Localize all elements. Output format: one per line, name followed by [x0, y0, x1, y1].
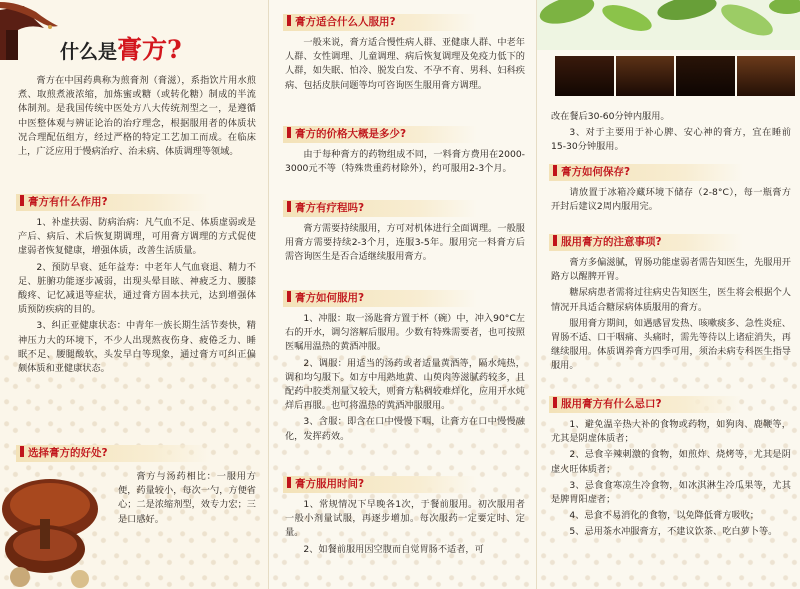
timing-item: 2、如餐前服用因空腹而自觉胃肠不适者，可 [303, 543, 484, 555]
course-paragraph: 膏方需要持续服用，方可对机体进行全面调理。一般服用膏方需要持续2-3个月，连服3-5年。服用完一料膏方后需咨询医生是否合适继续服用膏方。 [285, 223, 525, 263]
diet-taboo-item: 1、避免温辛热大补的食物或药物，如狗肉、鹿鞭等，尤其是阴虚体质者； [551, 419, 791, 445]
how-to-take-text [285, 312, 525, 446]
green-leaves-icon [537, 0, 800, 50]
header-bullet-icon [287, 477, 291, 488]
section-header-diet-taboos [549, 396, 743, 413]
diet-taboo-item: 5、忌用茶水冲服膏方，不建议饮茶、吃白萝卜等。 [569, 526, 778, 538]
storage-heading: 膏方如何保存? [561, 166, 631, 178]
continuation-line: 3、对于主要用于补心脾、安心神的膏方，宜在睡前15-30分钟服用。 [551, 127, 791, 153]
header-bullet-icon [287, 15, 291, 26]
timing-item: 1、常规情况下早晚各1次，于餐前服用。初次服用者一般小剂量试服，再逐步增加。每次服药一定要定时、定量。 [285, 499, 525, 539]
how-to-take-item: 3、含服：即含在口中慢慢下咽，让膏方在口中慢慢融化，发挥药效。 [285, 416, 525, 442]
title-highlight: 膏方 [117, 35, 168, 64]
effects-heading: 膏方有什么作用? [28, 196, 108, 208]
section-header-how-to-take [283, 290, 477, 307]
diet-taboo-item: 2、忌食辛辣刺激的食物，如煎炸、烧烤等，尤其是阴虚火旺体质者； [551, 449, 791, 475]
section-header-price [283, 126, 477, 143]
header-bullet-icon [20, 195, 24, 206]
gaofang-photo-strip [555, 56, 795, 96]
diet-taboos-heading: 服用膏方有什么忌口? [561, 398, 662, 410]
paste-drip-photo [737, 56, 796, 96]
panel-what-is-gaofang [0, 0, 268, 589]
section-header-suitable [283, 14, 477, 31]
diet-taboos-text [551, 418, 791, 542]
storage-text [551, 186, 791, 216]
how-to-take-item: 2、调服：用适当的汤药或者适量黄酒等，隔水炖热，调和均匀服下。如方中用熟地黄、山萸肉等滋腻药较多，且配药中胶类剂量又较大，则膏方粘稠较难烊化，应用开水炖烊后再服。也可将温热的黄酒冲服服用。 [285, 357, 525, 412]
diet-taboo-item: 4、忌食不易消化的食物，以免降低膏方吸收； [569, 510, 759, 522]
continuation-line: 改在餐后30-60分钟内服用。 [551, 111, 670, 122]
header-bullet-icon [553, 165, 557, 176]
price-paragraph: 由于每种膏方的药物组成不同，一料膏方费用在2000-3000元不等（特殊贵重药材除外），约可服用2-3个月。 [285, 149, 525, 175]
effects-item: 2、预防早衰、延年益寿：中老年人气血衰退、精力不足、脏腑功能逐步减弱，出现头晕目眩、神疲乏力、腰膝酸疼、记忆减退等症状，通过膏方固本扶元，达到增强体质预防疾病的目的。 [18, 261, 256, 316]
how-to-take-heading: 膏方如何服用? [295, 292, 365, 304]
precautions-heading: 服用膏方的注意事项? [561, 236, 662, 248]
header-bullet-icon [287, 291, 291, 302]
effects-text [18, 216, 256, 378]
paste-jar-photo [555, 56, 614, 96]
effects-item: 1、补虚扶弱、防病治病：凡气血不足、体质虚弱或是产后、病后、术后恢复期调理，可用膏方调理的方式促使虚弱者恢复健康，增强体质，改善生活质量。 [18, 217, 256, 257]
bowl-photo [676, 56, 735, 96]
section-header-storage [549, 164, 743, 181]
pagoda-roof-icon [0, 0, 60, 60]
precautions-item: 糖尿病患者需将过往病史告知医生，医生将会根据个人情况开具适合糖尿病体质服用的膏方。 [551, 287, 791, 313]
header-bullet-icon [553, 397, 557, 408]
page-title [60, 30, 182, 66]
timing-continuation-text [551, 110, 791, 157]
precautions-item: 服用膏方期间，如遇感冒发热、咳嗽痰多、急性炎症、胃肠不适、口干咽痛、头痛时，需先等待以上诸症消失，再继续服用。体质调养膏方四季可用，须治未病专科医生指导服用。 [551, 317, 791, 372]
suitable-paragraph: 一般来说，膏方适合慢性病人群、亚健康人群、中老年人群、女性调理、儿童调理、病后恢复调理及免疫力低下的人群，如失眠、怕冷、脱发白发、不孕不育、男科、妇科疾病、包括皮肤问题等均可咨询医生服用膏方调理。 [285, 37, 525, 91]
spoon-photo [616, 56, 675, 96]
how-to-take-item: 1、冲服：取一汤匙膏方置于杯（碗）中，冲入90°C左右的开水，调匀溶解后服用。少数有特殊需要者，也可按照医嘱用温热的黄酒冲服。 [285, 313, 525, 353]
section-header-course [283, 200, 477, 217]
benefits-text [118, 470, 256, 529]
header-bullet-icon [287, 201, 291, 212]
header-bullet-icon [553, 235, 557, 246]
intro-text [18, 74, 256, 161]
effects-item: 3、纠正亚健康状态：中青年一族长期生活节奏快，精神压力大的环境下，不少人出现熬夜伤身、疲倦乏力、睡眠不足、腰腿酸软、头发早白等现象，通过膏方可纠正偏颇体质和亚健康状态。 [18, 320, 256, 375]
suitable-text [285, 36, 525, 95]
diet-taboo-item: 3、忌食食寒凉生冷食物，如冰淇淋生冷瓜果等，尤其是脾胃阳虚者； [551, 479, 791, 506]
panel-faq [268, 0, 537, 589]
price-text [285, 148, 525, 178]
suitable-heading: 膏方适合什么人服用? [295, 16, 396, 28]
lingzhi-mushroom-icon [0, 459, 110, 589]
price-heading: 膏方的价格大概是多少? [295, 128, 407, 140]
course-text [285, 222, 525, 267]
header-bullet-icon [20, 446, 24, 457]
precautions-item: 膏方多偏滋腻，胃肠功能虚弱者需告知医生，先服用开路方以醒脾开胃。 [551, 257, 791, 283]
panel-storage-precautions [536, 0, 800, 589]
course-heading: 膏方有疗程吗? [295, 202, 365, 214]
storage-paragraph: 请放置于冰箱冷藏环境下储存（2-8°C），每一瓶膏方开封后建议2周内服用完。 [551, 187, 791, 213]
title-prefix: 什么是 [60, 41, 118, 63]
section-header-effects [16, 194, 210, 211]
precautions-text [551, 256, 791, 376]
header-bullet-icon [287, 127, 291, 138]
timing-heading: 膏方服用时间? [295, 478, 365, 490]
intro-paragraph: 膏方在中国药典称为煎膏剂（膏滋），系指饮片用水煎煮、取煎煮液浓缩，加炼蜜或糖（或转化糖）制成的半流体制剂。是我国传统中医处方八大传统剂型之一，是遵循中医整体观与辨证论治的治疗理念，根据服用者的体质状况合理配伍组方，经过严格的特定工艺加工而成。在临床上，广泛应用于慢病治疗、治未病、体质调理等领域。 [18, 75, 256, 158]
section-header-timing [283, 476, 477, 493]
benefits-heading: 选择膏方的好处? [28, 447, 108, 459]
title-suffix: ? [167, 35, 182, 64]
benefits-paragraph: 膏方与汤药相比：一服用方便，药量较小，每次一勺，方便省心；二是浓缩剂型，效专力宏；三是口感好。 [118, 471, 256, 525]
section-header-precautions [549, 234, 743, 251]
timing-text [285, 498, 525, 559]
